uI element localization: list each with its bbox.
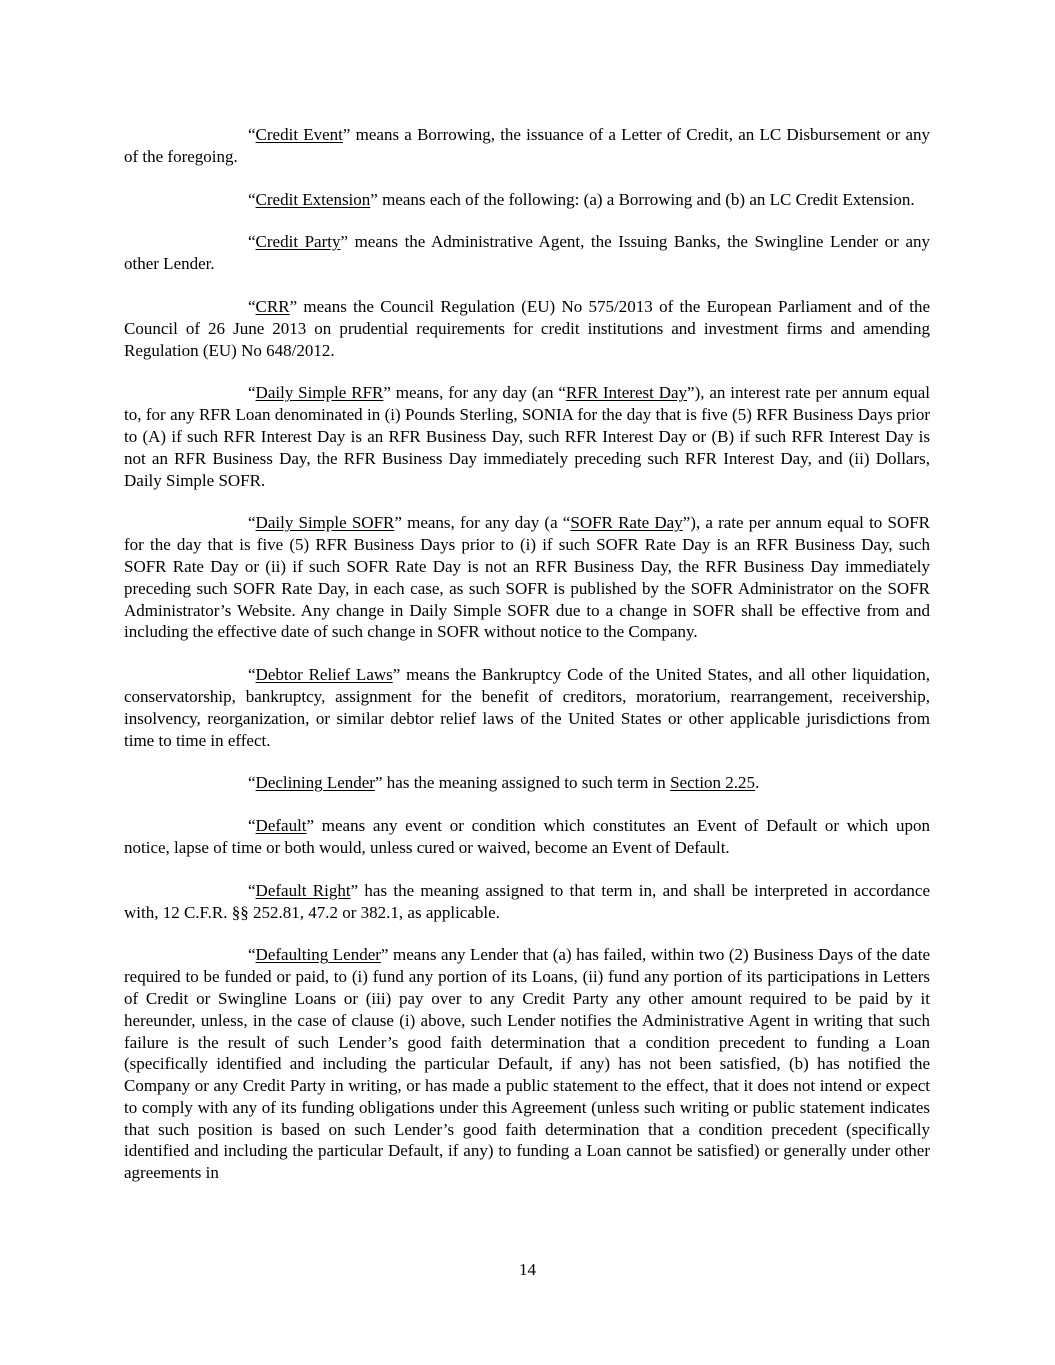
definition-body: ” means any event or condition which constitutes an Event of Default or which upon notice, lapse of time or both would, unless cured or waived, become an Event of Default. xyxy=(124,816,930,857)
open-quote: “ xyxy=(248,232,256,252)
definition-credit-party xyxy=(124,231,930,275)
section-reference: Section 2.25 xyxy=(670,773,756,793)
definition-body: ” means each of the following: (a) a Borrowing and (b) an LC Credit Extension. xyxy=(370,189,915,209)
definition-body: ” means the Administrative Agent, the Issuing Banks, the Swingline Lender or any other Lender. xyxy=(124,232,930,274)
definition-body: . xyxy=(755,773,760,793)
definition-declining-lender xyxy=(124,772,930,794)
page-number: 14 xyxy=(519,1260,536,1279)
definition-defaulting-lender xyxy=(124,944,930,1184)
defined-term: CRR xyxy=(255,296,290,316)
definition-connector: ” means, for any day (an “ xyxy=(383,383,566,403)
defined-term: Credit Extension xyxy=(255,189,371,209)
open-quote: “ xyxy=(248,189,256,209)
defined-term: Default Right xyxy=(255,880,351,900)
open-quote: “ xyxy=(248,513,256,533)
definition-debtor-relief-laws xyxy=(124,664,930,751)
open-quote: “ xyxy=(248,945,256,965)
defined-term: Debtor Relief Laws xyxy=(255,665,393,685)
document-page xyxy=(124,124,930,1205)
open-quote: “ xyxy=(248,125,256,144)
defined-term: Daily Simple SOFR xyxy=(255,513,395,533)
open-quote: “ xyxy=(248,383,256,403)
defined-term: Declining Lender xyxy=(255,773,375,793)
open-quote: “ xyxy=(248,816,256,836)
definition-body: ” means the Council Regulation (EU) No 575/2013 of the European Parliament and of the Council of 26 June 2013 on prudential requirements for credit institutions and investment firms and amending Regulation (EU) No 648/2012. xyxy=(124,296,930,360)
definition-crr xyxy=(124,296,930,361)
definition-body: ” means a Borrowing, the issuance of a Letter of Credit, an LC Disbursement or any of the foregoing. xyxy=(124,125,930,166)
defined-term-secondary: RFR Interest Day xyxy=(565,383,688,403)
defined-term-secondary: SOFR Rate Day xyxy=(570,513,683,533)
definition-connector: ” means, for any day (a “ xyxy=(394,513,571,533)
defined-term: Credit Party xyxy=(255,232,341,252)
definition-daily-simple-rfr xyxy=(124,382,930,491)
open-quote: “ xyxy=(248,880,256,900)
definition-default xyxy=(124,815,930,859)
defined-term: Defaulting Lender xyxy=(255,945,381,965)
defined-term: Daily Simple RFR xyxy=(255,383,384,403)
definition-body: ” means any Lender that (a) has failed, within two (2) Business Days of the date required to be funded or paid, to (i) fund any portion of its Loans, (ii) fund any portion of its participations in Letters of Credit or Swingline Loans or (iii) pay over to any Credit Party any other amount required to be paid by it hereunder, unless, in the case of clause (i) above, such Lender notifies the Administrative Agent in writing that such failure is the result of such Lender’s good faith determination that a condition precedent to funding a Loan (specifically identified and including the particular Default, if any) has not been satisfied, (b) has notified the Company or any Credit Party in writing, or has made a public statement to the effect, that it does not intend or expect to comply with any of its funding obligations under this Agreement (unless such writing or public statement indicates that such position is based on such Lender’s good faith determination that a condition precedent (specifically identified and including the particular Default, if any) to funding a Loan cannot be satisfied) or generally under other agreements in xyxy=(124,945,930,1183)
definition-credit-event xyxy=(124,124,930,168)
open-quote: “ xyxy=(248,296,256,316)
definition-default-right xyxy=(124,880,930,924)
defined-term: Credit Event xyxy=(255,125,343,144)
definition-daily-simple-sofr xyxy=(124,512,930,643)
definition-connector: ” has the meaning assigned to such term in xyxy=(374,773,671,793)
definition-body: ” has the meaning assigned to that term in, and shall be interpreted in accordance with, 12 C.F.R. §§ 252.81, 47.2 or 382.1, as applicable. xyxy=(124,880,930,922)
definition-credit-extension xyxy=(124,189,930,211)
defined-term: Default xyxy=(255,816,307,836)
open-quote: “ xyxy=(248,773,256,793)
definition-body: ”), an interest rate per annum equal to, for any RFR Loan denominated in (i) Pounds Sterling, SONIA for the day that is five (5) RFR Business Days prior to (A) if such RFR Interest Day is an RFR Business Day, such RFR Interest Day or (B) if such RFR Interest Day is not an RFR Business Day, the RFR Business Day immediately preceding such RFR Interest Day, and (ii) Dollars, Daily Simple SOFR. xyxy=(124,383,931,490)
definition-body: ” means the Bankruptcy Code of the United States, and all other liquidation, conservatorship, bankruptcy, assignment for the benefit of creditors, moratorium, rearrangement, receivership, insolvency, reorganization, or similar debtor relief laws of the United States or other applicable jurisdictions from time to time in effect. xyxy=(124,665,930,750)
open-quote: “ xyxy=(248,665,256,685)
definition-body: ”), a rate per annum equal to SOFR for the day that is five (5) RFR Business Days prior to (i) if such SOFR Rate Day is an RFR Business Day, such SOFR Rate Day or (ii) if such SOFR Rate Day is not an RFR Business Day, the RFR Business Day immediately preceding such SOFR Rate Day, in each case, as such SOFR is published by the SOFR Administrator on the SOFR Administrator’s Website. Any change in Daily Simple SOFR due to a change in SOFR shall be effective from and including the effective date of such change in SOFR without notice to the Company. xyxy=(124,513,931,642)
